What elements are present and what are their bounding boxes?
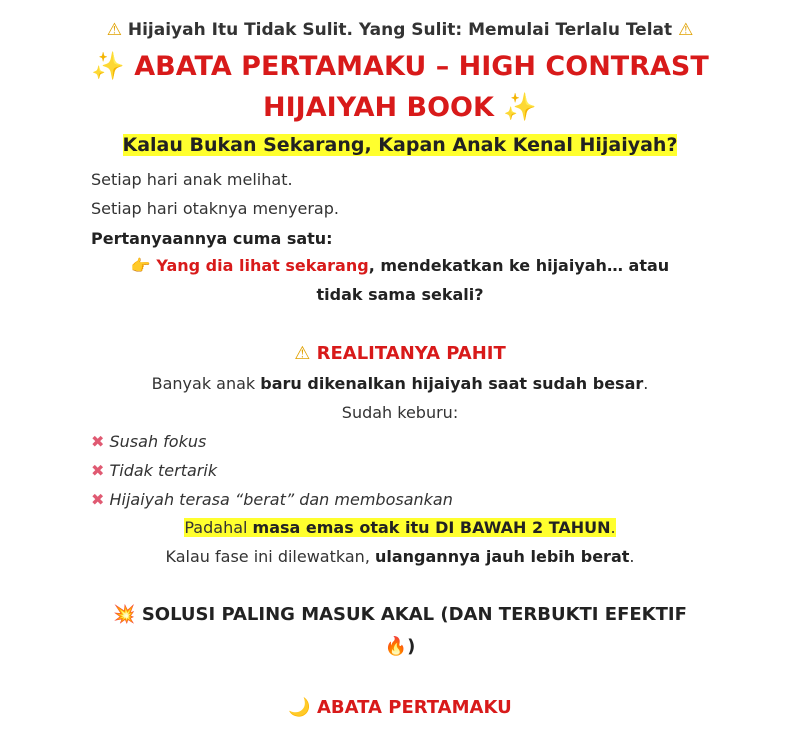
fire-icon: 🔥 bbox=[384, 636, 408, 657]
warning-icon: ⚠ bbox=[294, 343, 311, 364]
reality-desc bbox=[0, 374, 800, 393]
collision-icon: 💥 bbox=[113, 604, 136, 625]
question-heading bbox=[0, 134, 800, 156]
intro-line-3: Pertanyaannya cuma satu: bbox=[91, 229, 333, 248]
solution-heading-1 bbox=[0, 604, 800, 625]
skip-bold: ulangannya jauh lebih berat bbox=[374, 547, 630, 566]
title-text-1: ABATA PERTAMAKU – HIGH CONTRAST bbox=[134, 51, 709, 82]
intro-line-2: Setiap hari otaknya menyerap. bbox=[91, 199, 339, 218]
reality-item bbox=[91, 432, 206, 451]
sparkle-icon: ✨ bbox=[91, 51, 125, 82]
golden-bold: masa emas otak itu DI BAWAH 2 TAHUN bbox=[252, 518, 611, 537]
title-line-2 bbox=[0, 91, 800, 123]
reality-sub: Sudah keburu: bbox=[341, 403, 459, 422]
reality-item-text: Tidak tertarik bbox=[109, 461, 218, 480]
golden-age-line bbox=[0, 518, 800, 537]
warning-icon: ⚠ bbox=[106, 20, 122, 40]
intro-line-5: tidak sama sekali? bbox=[316, 285, 484, 304]
reality-item-text: Susah fokus bbox=[109, 432, 207, 451]
intro-line-4 bbox=[0, 256, 800, 275]
title-line-1 bbox=[0, 50, 800, 82]
cross-mark-icon: ✖ bbox=[91, 461, 105, 480]
pointing-finger-icon: 👉 bbox=[130, 256, 151, 275]
skip-pre: Kalau fase ini dilewatkan, bbox=[165, 547, 375, 566]
solution-text-2: ) bbox=[407, 636, 416, 657]
reality-heading bbox=[0, 343, 800, 364]
reality-item-text: Hijaiyah terasa “berat” dan membosankan bbox=[109, 490, 453, 509]
headline bbox=[0, 20, 800, 40]
reality-desc-bold: baru dikenalkan hijaiyah saat sudah besar bbox=[260, 374, 644, 393]
question-text: Kalau Bukan Sekarang, Kapan Anak Kenal Hijaiyah? bbox=[122, 134, 678, 156]
product-heading bbox=[0, 697, 800, 718]
cross-mark-icon: ✖ bbox=[91, 490, 105, 509]
skip-phase-line bbox=[0, 547, 800, 566]
solution-heading-2 bbox=[0, 636, 800, 657]
headline-text: Hijaiyah Itu Tidak Sulit. Yang Sulit: Memulai Terlalu Telat bbox=[127, 20, 673, 40]
intro-red-text: Yang dia lihat sekarang bbox=[156, 256, 369, 275]
product-title: ABATA PERTAMAKU bbox=[316, 697, 512, 718]
golden-post: . bbox=[610, 518, 616, 537]
solution-text-1: SOLUSI PALING MASUK AKAL (DAN TERBUKTI EFEKTIF bbox=[141, 604, 687, 625]
golden-pre: Padahal bbox=[184, 518, 253, 537]
reality-item bbox=[91, 490, 453, 509]
warning-icon: ⚠ bbox=[678, 20, 694, 40]
moon-icon: 🌙 bbox=[288, 697, 311, 718]
skip-post: . bbox=[629, 547, 635, 566]
intro-rest-text: , mendekatkan ke hijaiyah… atau bbox=[368, 256, 670, 275]
reality-desc-pre: Banyak anak bbox=[151, 374, 261, 393]
intro-line-1: Setiap hari anak melihat. bbox=[91, 170, 293, 189]
title-text-2: HIJAIYAH BOOK bbox=[263, 92, 494, 123]
reality-title: REALITANYA PAHIT bbox=[316, 343, 506, 364]
cross-mark-icon: ✖ bbox=[91, 432, 105, 451]
sparkle-icon: ✨ bbox=[503, 92, 537, 123]
reality-item bbox=[91, 461, 217, 480]
reality-desc-post: . bbox=[643, 374, 649, 393]
